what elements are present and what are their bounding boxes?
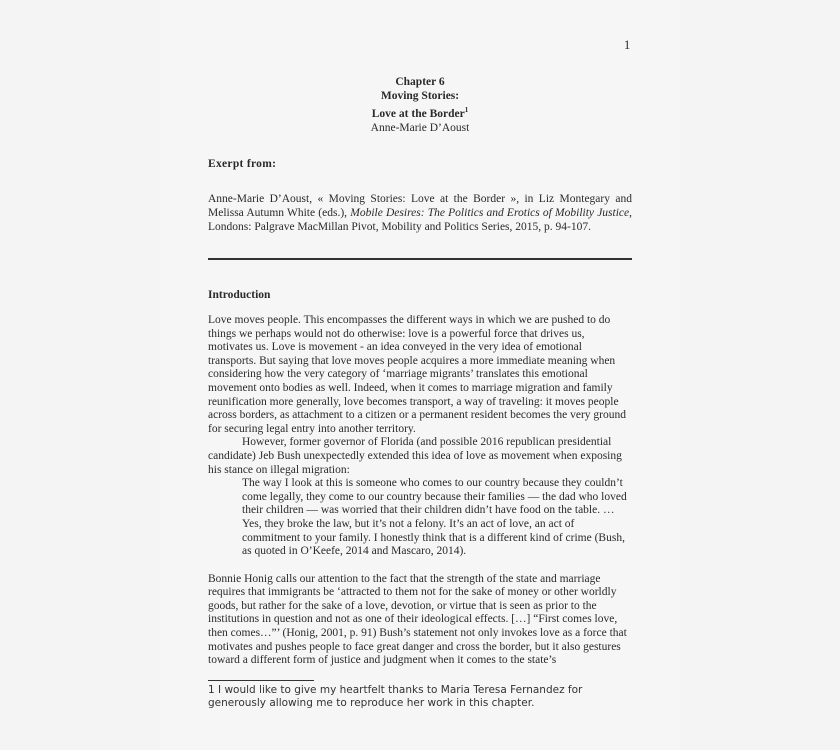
paragraph-gap (208, 559, 632, 573)
chapter-number: Chapter 6 (395, 76, 445, 88)
chapter-title-line2 (160, 103, 680, 121)
chapter-author: Anne-Marie D’Aoust (370, 121, 470, 134)
chapter-title-line1: Moving Stories: (380, 90, 460, 102)
introduction-heading: Introduction (208, 289, 271, 301)
block-quote: The way I look at this is someone who comes to our country because they couldn’t come legally, they come to our country because their families — the dad who loved their children — was worried that their children didn’t have food on the table. … Yes, they broke the law, but it’s not a felony. It’s an act of love, an act of commitment to your family. I honestly think that is a different kind of crime (Bush, as quoted in O’Keefe, 2014 and Mascaro, 2014). (242, 477, 627, 558)
chapter-title-block (160, 75, 680, 135)
paragraph-1: Love moves people. This encompasses the different ways in which we are pushed to do things we perhaps would not do otherwise: love is a powerful force that drives us, motivates us. Love is movement - an idea conveyed in the very idea of emotional transports. But saying that love moves people acquires a more immediate meaning when considering how the very category of ‘marriage migrants’ translates this emotional movement onto bodies as well. Indeed, when it comes to marriage migration and family reunification more generally, love becomes transport, a way of traveling: it moves people across borders, as attachment to a citizen or a permanent resident becomes the very ground for securing legal entry into another territory. (208, 314, 626, 435)
citation-part2: , Londons: Palgrave MacMillan Pivot, Mobility and Politics Series, 2015, p. 94-107. (208, 207, 632, 233)
body-text (208, 314, 632, 668)
citation (208, 192, 632, 234)
citation-book-title: Mobile Desires: The Politics and Erotics of Mobility Justice (350, 207, 630, 219)
section-divider (208, 258, 632, 260)
paragraph-2: However, former governor of Florida (and possible 2016 republican presidential candidate) Jeb Bush unexpectedly extended this idea of love as movement when exposing his stance on illegal migration: (208, 436, 622, 476)
chapter-title-text: Love at the Border (371, 107, 465, 120)
paragraph-3: Bonnie Honig calls our attention to the fact that the strength of the state and marriage requires that immigrants be ‘attracted to them not for the sake of money or other worldly goods, but rather for the sake of a love, devotion, or virtue that is seen as prior to the institutions in question and not as one of their ideological effects. […] “First comes love, then comes…”’ (Honig, 2001, p. 91) Bush’s statement not only invokes love as a force that motivates and pushes people to face great danger and cross the border, but it also gestures toward a different form of justice and judgment when it comes to the state’s (208, 572, 627, 667)
page-number: 1 (624, 38, 631, 52)
excerpt-label: Exerpt from: (208, 158, 277, 170)
footnote-divider (208, 680, 314, 681)
document-page (160, 0, 680, 750)
footnote: 1 I would like to give my heartfelt thanks to Maria Teresa Fernandez for generously allowing me to reproduce her work in this chapter. (208, 684, 583, 709)
citation-part1: Anne-Marie D’Aoust, « Moving Stories: Love at the Border », in Liz Montegary and Melissa Autumn White (eds.), (208, 193, 632, 219)
footnote-marker: 1 (464, 106, 469, 114)
